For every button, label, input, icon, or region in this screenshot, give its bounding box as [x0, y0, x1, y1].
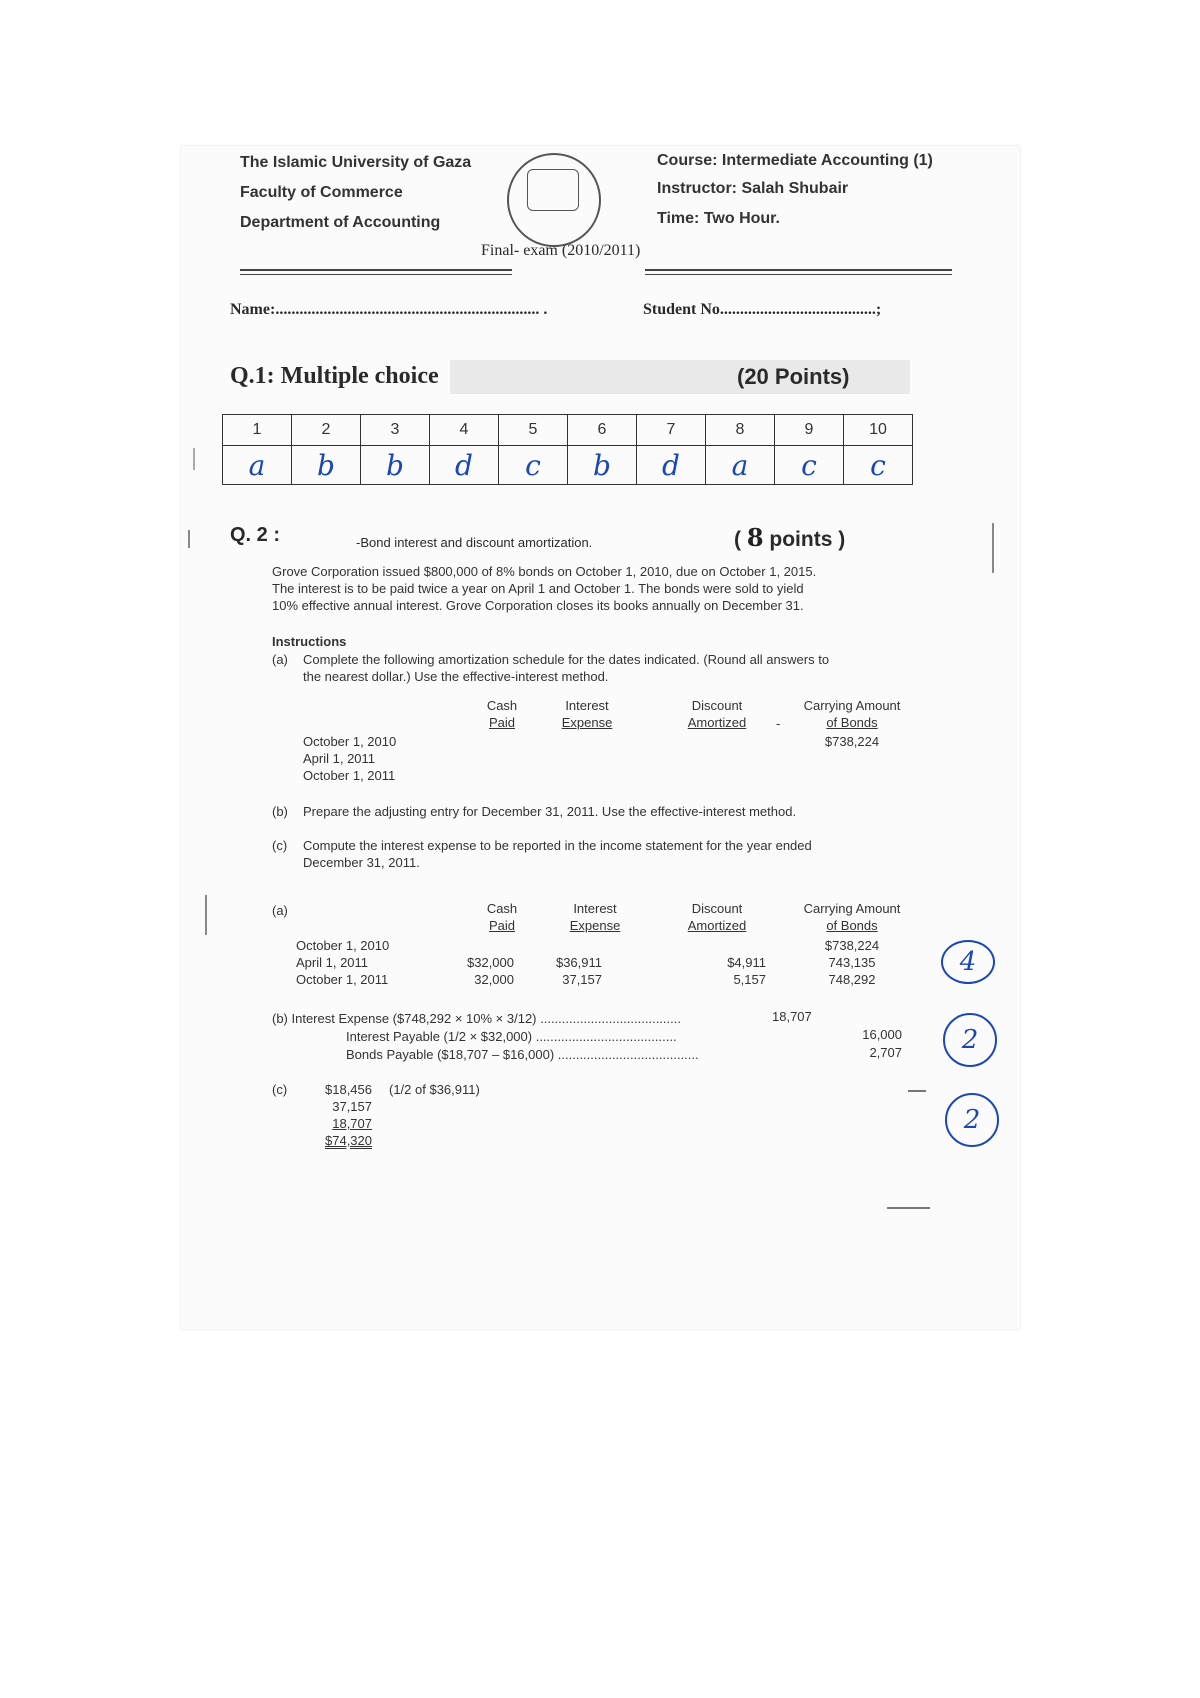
- solution-a-label: (a): [272, 903, 288, 918]
- handwritten-points: 8: [746, 523, 764, 552]
- student-number-field: Student No.......................................;: [643, 301, 882, 318]
- instr-b-label: (b): [272, 804, 288, 819]
- solution-b-amount1: 18,707: [772, 1009, 812, 1024]
- solution-header-interest: Interest Expense: [569, 901, 621, 933]
- question-number: 3: [361, 415, 430, 446]
- q2-problem: Grove Corporation issued $800,000 of 8% bonds on October 1, 2010, due on October 1, 2015. The interest is to be paid twice a year on April 1 and October 1. The bonds were sold to yield 10% effective annual interest. Grove Corporation closes its books annually on December 31.: [272, 564, 817, 613]
- exam-time: Time: Two Hour.: [657, 210, 780, 227]
- instr-a-text: Complete the following amortization schedule for the dates indicated. (Round all answers to the nearest dollar.) Use the effective-interest method.: [303, 652, 830, 684]
- header-cash-paid: Cash Paid: [486, 698, 518, 730]
- header-divider-right: [645, 269, 952, 271]
- schedule-dash: -: [776, 716, 781, 731]
- instr-c-label: (c): [272, 838, 288, 853]
- margin-mark: [992, 523, 994, 573]
- q1-points: (20 Points): [737, 364, 850, 389]
- solution-b-line2: Interest Payable (1/2 × $32,000) .......................................: [346, 1029, 677, 1044]
- schedule-initial-amount: $738,224: [824, 734, 880, 749]
- mark-a-circle: 4: [941, 940, 995, 984]
- solution-c-values: $18,456 37,157 18,707 $74,320: [325, 1082, 372, 1148]
- margin-mark: [188, 530, 190, 548]
- faculty-name: Faculty of Commerce: [240, 184, 403, 201]
- header-interest-expense: Interest Expense: [561, 698, 613, 730]
- solution-b-line3: Bonds Payable ($18,707 – $16,000) .......................................: [346, 1047, 699, 1062]
- solution-b-amount2: 16,000: [862, 1027, 902, 1042]
- answer-cell: d: [430, 446, 499, 485]
- instr-a-label: (a): [272, 652, 288, 667]
- q1-answer-table: [222, 414, 913, 485]
- solution-header-cash: Cash Paid: [486, 901, 518, 933]
- answer-cell: a: [223, 446, 292, 485]
- q1-title: Q.1: Multiple choice: [230, 363, 439, 389]
- table-row: April 1, 2011: [296, 955, 369, 970]
- solution-carrying-values: $738,224 743,135 748,292: [824, 938, 880, 987]
- header-carrying-amount: Carrying Amount of Bonds: [803, 698, 901, 730]
- solution-interest-values: $36,911 37,157: [555, 955, 602, 987]
- solution-header-discount: Discount Amortized: [687, 901, 747, 933]
- margin-dash: [908, 1090, 926, 1092]
- q2-points: ( 8 points ): [734, 523, 846, 552]
- margin-mark: [193, 448, 195, 470]
- question-number: 7: [637, 415, 706, 446]
- university-seal-icon: [507, 153, 601, 247]
- answer-cell: b: [292, 446, 361, 485]
- q2-topic: -Bond interest and discount amortization.: [356, 535, 593, 550]
- answer-cell: a: [706, 446, 775, 485]
- table-row: October 1, 2011: [296, 972, 389, 987]
- question-number: 9: [775, 415, 844, 446]
- header-discount-amortized: Discount Amortized: [687, 698, 747, 730]
- answer-cell: d: [637, 446, 706, 485]
- solution-header-carrying: Carrying Amount of Bonds: [803, 901, 901, 933]
- question-number: 5: [499, 415, 568, 446]
- header-divider-left: [240, 269, 512, 271]
- question-number: 2: [292, 415, 361, 446]
- answer-cell: c: [499, 446, 568, 485]
- answer-cell: c: [844, 446, 913, 485]
- schedule-dates: October 1, 2010 April 1, 2011 October 1, 2011: [303, 734, 397, 783]
- answer-cell: b: [568, 446, 637, 485]
- question-number: 8: [706, 415, 775, 446]
- mark-b-circle: 2: [943, 1013, 997, 1067]
- q2-label: Q. 2 :: [230, 524, 281, 546]
- solution-c-note: (1/2 of $36,911): [389, 1082, 480, 1097]
- instructor-name: Instructor: Salah Shubair: [657, 180, 849, 197]
- question-number: 10: [844, 415, 913, 446]
- instr-c-text: Compute the interest expense to be reported in the income statement for the year ended December 31, 2011.: [303, 838, 812, 870]
- instr-b-text: Prepare the adjusting entry for December 31, 2011. Use the effective-interest method.: [303, 804, 797, 819]
- answer-cell: c: [775, 446, 844, 485]
- department-name: Department of Accounting: [240, 214, 441, 231]
- exam-title: Final- exam (2010/2011): [481, 242, 641, 259]
- question-number: 1: [223, 415, 292, 446]
- name-field: Name:.................................................................. .: [230, 301, 548, 318]
- solution-discount-values: $4,911 5,157: [727, 955, 766, 987]
- solution-dates: [296, 937, 389, 988]
- question-number: 6: [568, 415, 637, 446]
- table-row: October 1, 2010: [296, 938, 390, 953]
- mark-c-circle: 2: [945, 1093, 999, 1147]
- university-name: The Islamic University of Gaza: [240, 154, 472, 171]
- solution-cash-values: $32,000 32,000: [467, 955, 514, 987]
- solution-b-line1: (b) Interest Expense ($748,292 × 10% × 3/12) .......................................: [272, 1011, 681, 1026]
- margin-mark: [205, 895, 207, 935]
- course-name: Course: Intermediate Accounting (1): [657, 152, 933, 169]
- answer-cell: b: [361, 446, 430, 485]
- question-number: 4: [430, 415, 499, 446]
- instructions-title: Instructions: [272, 634, 347, 649]
- solution-b-amount3: 2,707: [869, 1045, 902, 1060]
- margin-dash: [887, 1207, 930, 1209]
- solution-c-label: (c): [272, 1082, 288, 1097]
